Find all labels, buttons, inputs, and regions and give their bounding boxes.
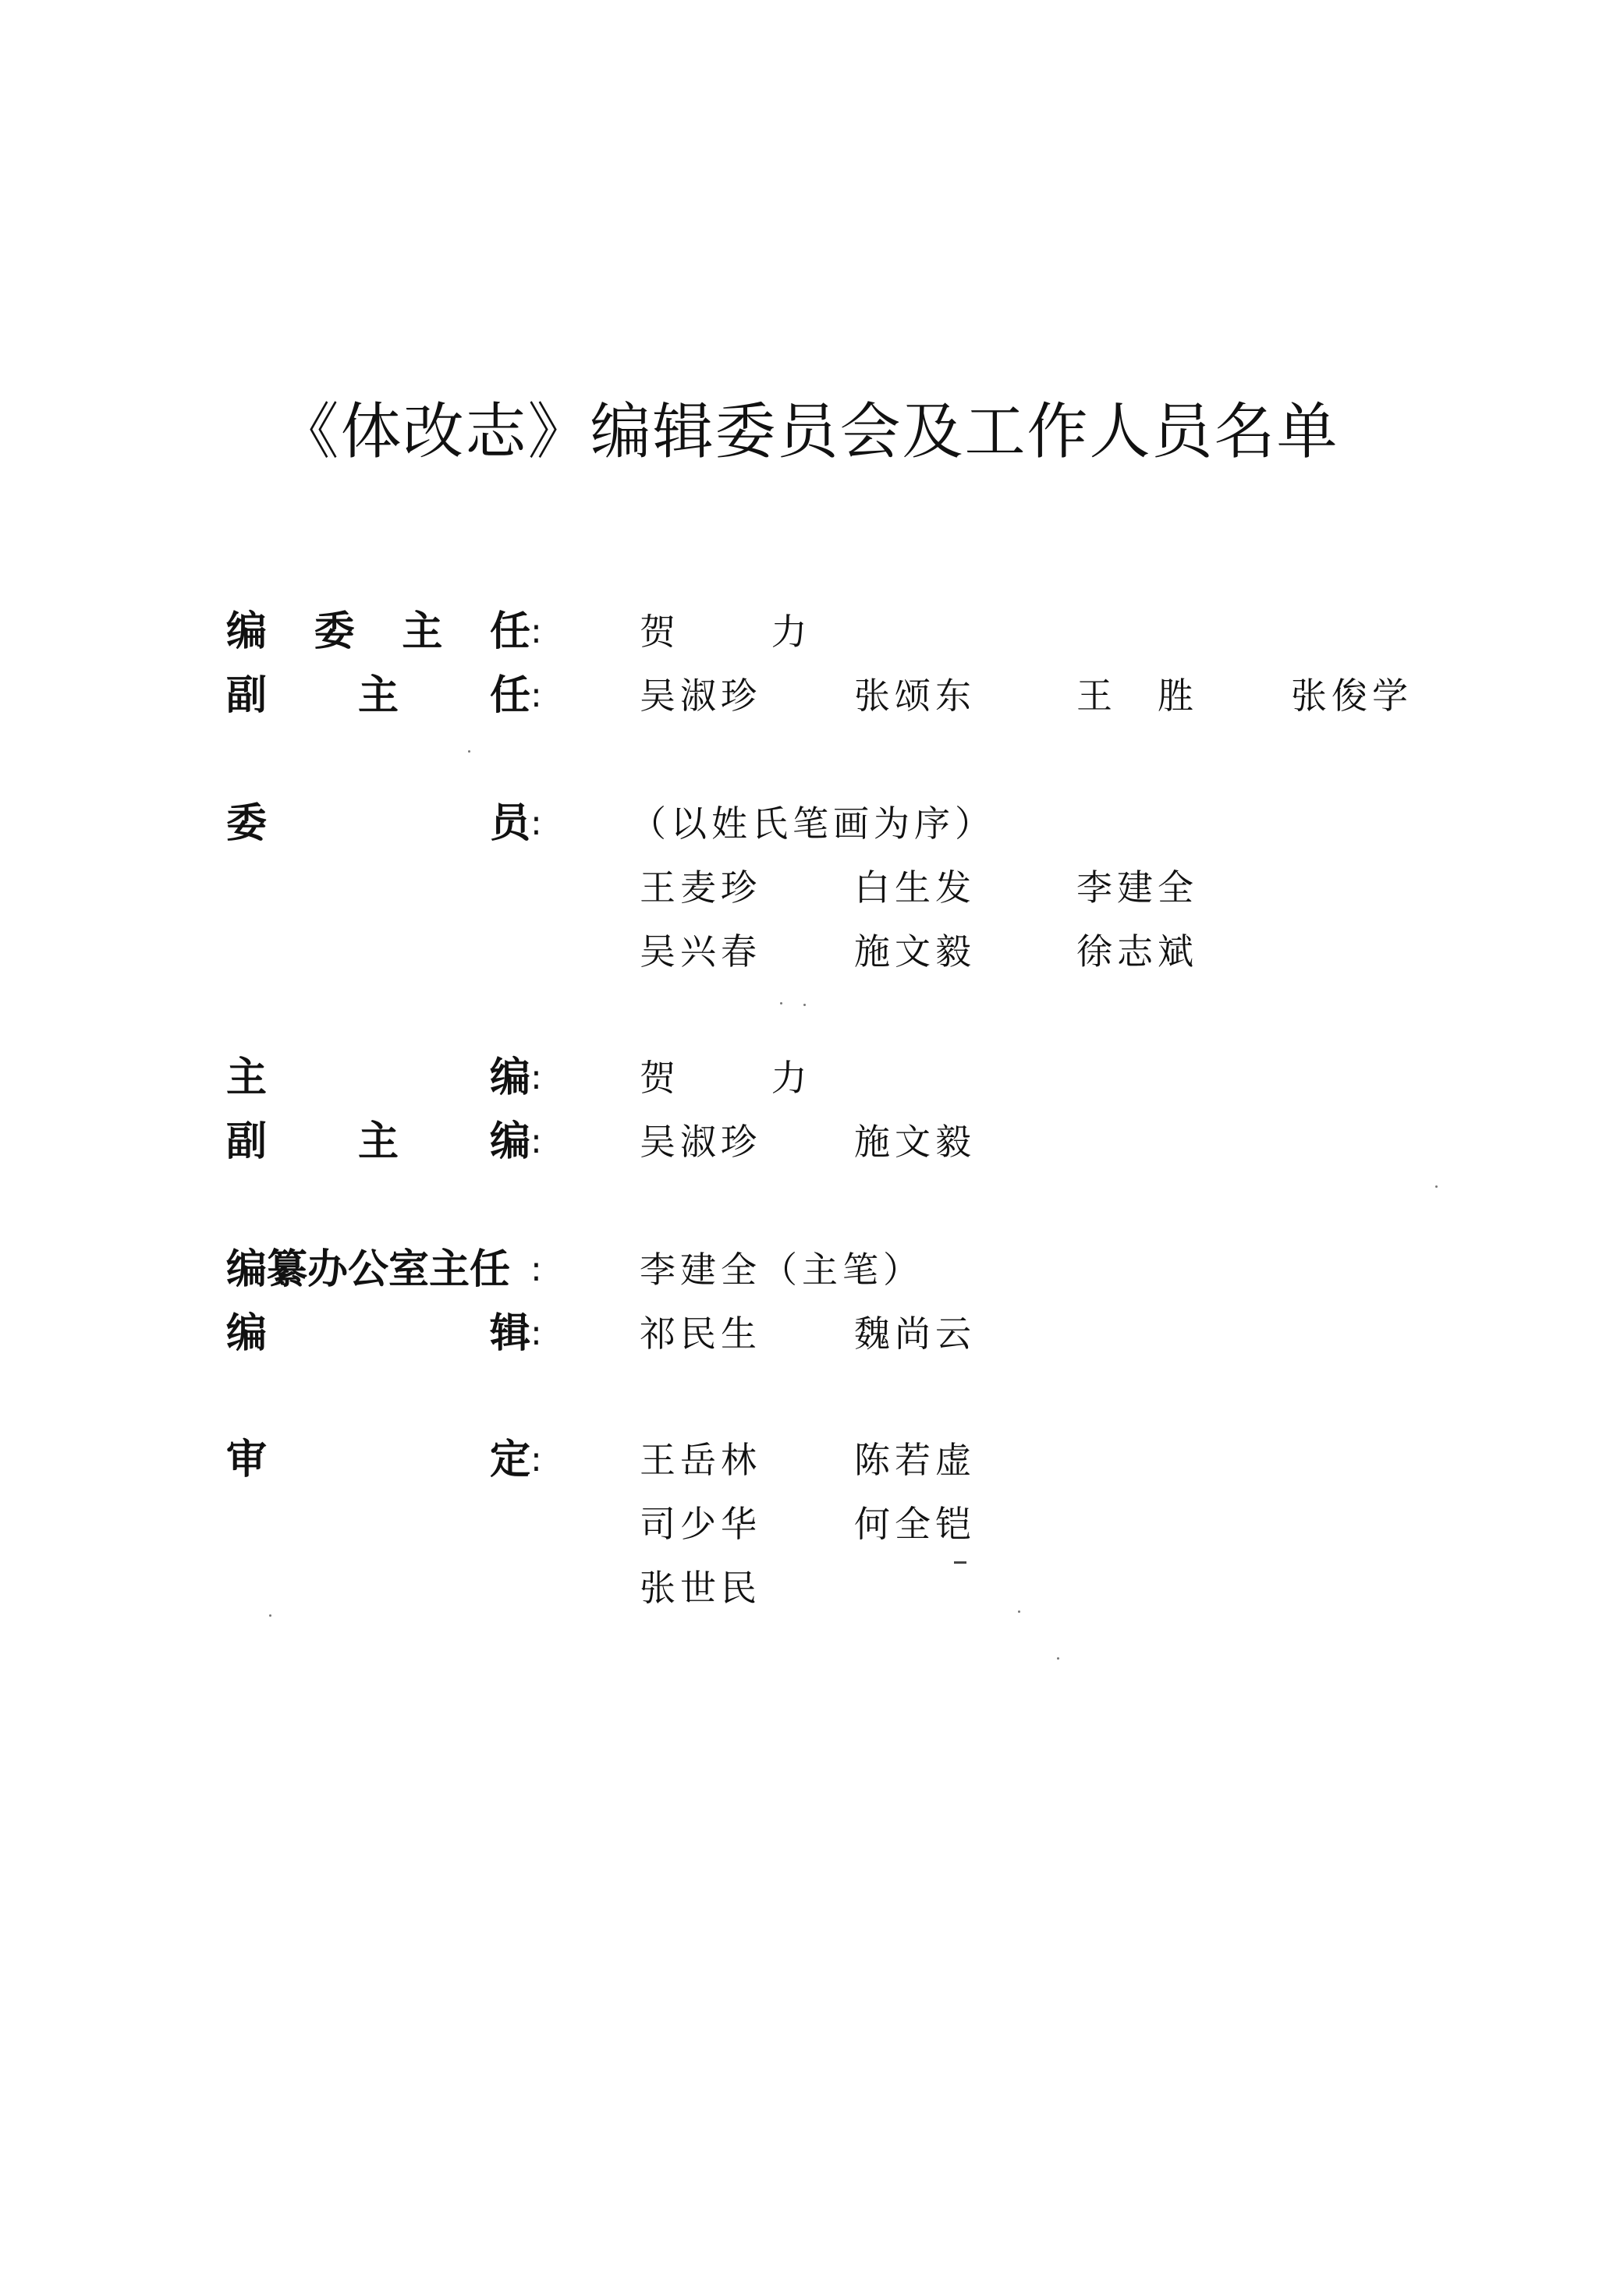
label-char: 辑 — [489, 1310, 530, 1357]
name-reviewer: 陈若虚 — [854, 1439, 976, 1481]
label-char: 主 — [402, 608, 443, 655]
name-committee-director: 贺 力 — [640, 611, 849, 653]
label-char: 任 — [489, 608, 530, 655]
name-member: 施文毅 — [854, 930, 976, 973]
label-colon: : — [530, 1313, 542, 1353]
scan-speck — [1057, 1657, 1059, 1660]
name-deputy-director: 吴淑珍 — [640, 675, 761, 717]
label-colon: : — [530, 1440, 542, 1479]
scan-speck — [780, 1002, 782, 1004]
name-reviewer: 何全铠 — [854, 1503, 976, 1545]
label-committee-director — [226, 608, 542, 655]
name-member: 吴兴春 — [640, 930, 761, 973]
label-char: 员 — [489, 800, 530, 847]
name-deputy-director: 张颂东 — [854, 675, 976, 717]
name-reviewer: 司少华 — [640, 1503, 761, 1545]
label-editors — [226, 1310, 542, 1357]
label-colon: : — [530, 1249, 542, 1289]
label-colon: : — [530, 803, 542, 843]
label-office-director — [226, 1246, 542, 1293]
label-char: 审 — [226, 1437, 268, 1483]
label-char: 任 — [489, 672, 530, 719]
name-editor: 祁民生 — [640, 1313, 761, 1355]
name-reviewer: 张世民 — [640, 1567, 761, 1609]
label-deputy-director — [226, 672, 542, 719]
name-member: 白生发 — [854, 866, 976, 909]
name-chief-editor: 贺 力 — [640, 1057, 849, 1099]
label-deputy-chief-editor — [226, 1118, 542, 1165]
label-char: 编 — [226, 1310, 268, 1357]
label-colon: : — [530, 611, 542, 651]
name-member: 李建全 — [1076, 866, 1198, 909]
label-colon: : — [530, 675, 542, 715]
label-colon: : — [530, 1058, 542, 1097]
name-member: 王麦珍 — [640, 866, 761, 909]
label-char: 编 — [489, 1118, 530, 1165]
page-title: 《体改志》编辑委员会及工作人员名单 — [278, 397, 1339, 467]
label-text: 编纂办公室主任 — [226, 1246, 511, 1293]
label-char: 主 — [357, 1118, 399, 1165]
name-deputy-chief-editor: 施文毅 — [854, 1121, 976, 1163]
scan-speck — [803, 1004, 806, 1006]
name-deputy-chief-editor: 吴淑珍 — [640, 1121, 761, 1163]
scan-speck — [1435, 1185, 1438, 1188]
label-colon: : — [530, 1121, 542, 1161]
name-reviewer: 王岳林 — [640, 1439, 761, 1481]
label-char: 副 — [226, 672, 268, 719]
label-char: 委 — [314, 608, 355, 655]
label-char: 副 — [226, 1118, 268, 1165]
label-char: 主 — [357, 672, 399, 719]
label-char: 主 — [226, 1054, 268, 1101]
name-office-director: 李建全（主笔） — [640, 1249, 924, 1291]
scan-speck — [1018, 1610, 1020, 1613]
scan-speck — [269, 1614, 271, 1617]
name-deputy-director: 王 胜 — [1076, 675, 1198, 717]
name-deputy-director: 张俊学 — [1291, 675, 1413, 717]
label-char: 编 — [489, 1054, 530, 1101]
label-members — [226, 800, 542, 847]
name-member: 徐志斌 — [1076, 930, 1198, 973]
label-char: 定 — [489, 1437, 530, 1483]
scan-speck — [468, 750, 470, 753]
members-order-note: （以姓氏笔画为序） — [630, 803, 995, 845]
label-chief-editor — [226, 1054, 542, 1101]
name-editor: 魏尚云 — [854, 1313, 976, 1355]
label-char: 委 — [226, 800, 268, 847]
scan-mark — [954, 1561, 966, 1564]
label-char: 编 — [226, 608, 268, 655]
label-reviewers — [226, 1437, 542, 1483]
